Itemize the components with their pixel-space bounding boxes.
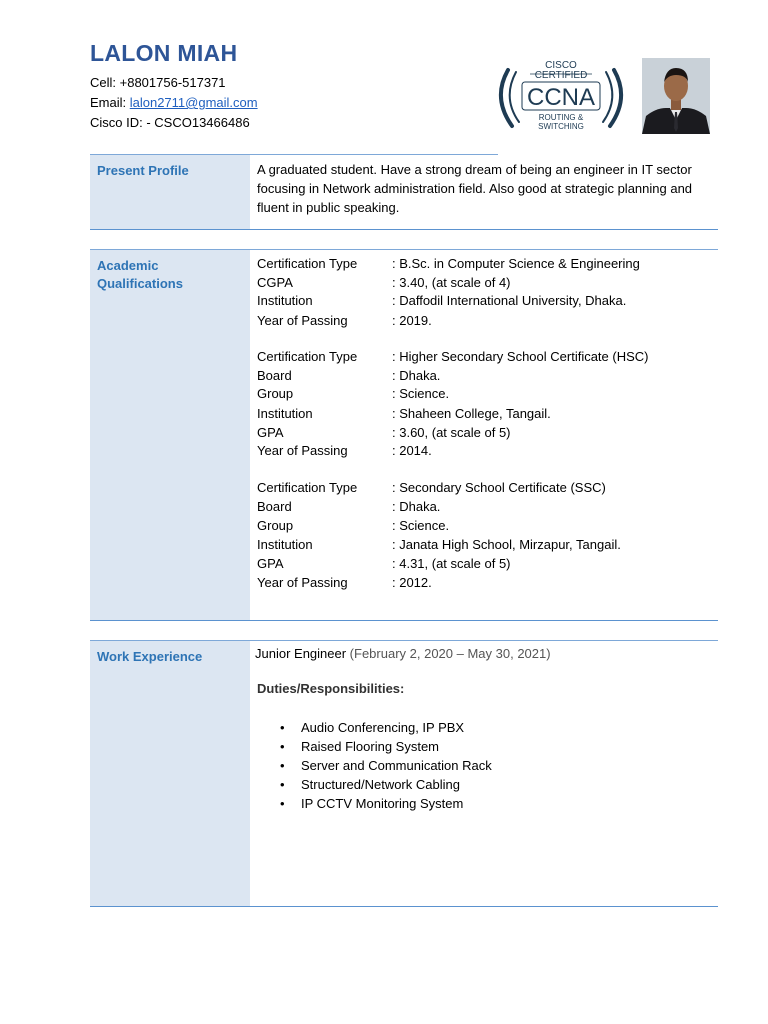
academic-row-label: Institution: [257, 537, 313, 552]
academic-row-value: : Science.: [392, 518, 450, 533]
academic-row-label: Institution: [257, 293, 313, 308]
academic-row-label: CGPA: [257, 275, 293, 290]
academic-row-value: : Higher Secondary School Certificate (HSC): [392, 349, 649, 364]
academic-row-value: : 3.60, (at scale of 5): [392, 425, 511, 440]
academic-row-value: : Dhaka.: [392, 368, 441, 383]
section-top-rule: [90, 640, 718, 641]
section-bottom-rule: [90, 229, 718, 230]
academic-row-label: Board: [257, 499, 292, 514]
academic-row-label: Year of Passing: [257, 575, 348, 590]
section-bottom-rule: [90, 906, 718, 907]
academic-row-label: Certification Type: [257, 349, 358, 364]
academic-row-value: : 4.31, (at scale of 5): [392, 556, 511, 571]
ccna-certification-logo: [494, 56, 628, 138]
job-dates: (February 2, 2020 – May 30, 2021): [349, 646, 551, 661]
academic-section: [90, 249, 718, 621]
academic-row-label: Year of Passing: [257, 443, 348, 458]
academic-row-label: Board: [257, 368, 292, 383]
academic-row-label: GPA: [257, 425, 284, 440]
work-experience-section: [90, 640, 718, 907]
section-top-rule: [90, 249, 718, 250]
academic-row-label: Institution: [257, 406, 313, 421]
present-profile-section: [90, 154, 718, 230]
job-title: Junior Engineer: [255, 646, 350, 661]
academic-row-value: : Shaheen College, Tangail.: [392, 406, 551, 421]
academic-row-value: : 2014.: [392, 443, 432, 458]
academic-title: Academic Qualifications: [97, 258, 183, 291]
academic-row-label: Group: [257, 518, 294, 533]
list-item: • IP CCTV Monitoring System: [280, 794, 492, 813]
section-top-rule: [90, 154, 498, 155]
job-line: [255, 644, 710, 663]
present-profile-title: Present Profile: [97, 163, 189, 178]
section-sidebar: [90, 249, 250, 621]
academic-row-label: Group: [257, 386, 294, 401]
cell-number: Cell: +8801756-517371: [90, 75, 226, 90]
cisco-id: Cisco ID: - CSCO13466486: [90, 115, 250, 130]
list-item: • Structured/Network Cabling: [280, 775, 492, 794]
academic-row-value: : Secondary School Certificate (SSC): [392, 480, 606, 495]
duties-list: [280, 718, 492, 813]
academic-row-value: : B.Sc. in Computer Science & Engineering: [392, 256, 640, 271]
academic-row-value: : Daffodil International University, Dhaka.: [392, 293, 627, 308]
academic-row-label: GPA: [257, 556, 284, 571]
academic-row-label: Year of Passing: [257, 313, 348, 328]
list-item: • Raised Flooring System: [280, 737, 492, 756]
academic-row-label: Certification Type: [257, 480, 358, 495]
email-label: Email:: [90, 95, 130, 110]
candidate-name: LALON MIAH: [90, 40, 238, 66]
work-experience-title: Work Experience: [97, 649, 203, 664]
duties-label: Duties/Responsibilities:: [257, 681, 405, 696]
academic-row-value: : 2019.: [392, 313, 432, 328]
academic-row-value: : Science.: [392, 386, 450, 401]
academic-row-value: : 2012.: [392, 575, 432, 590]
list-item: • Audio Conferencing, IP PBX: [280, 718, 492, 737]
academic-row-label: Certification Type: [257, 256, 358, 271]
ccna-logo-line3: CCNA: [526, 84, 596, 111]
email-link[interactable]: lalon2711@gmail.com: [129, 95, 258, 110]
list-item: • Server and Communication Rack: [280, 756, 492, 775]
ccna-logo-line2: CERTIFIED: [534, 70, 588, 81]
ccna-logo-line4: ROUTING &: [538, 113, 584, 122]
academic-row-value: : 3.40, (at scale of 4): [392, 275, 511, 290]
present-profile-text: A graduated student. Have a strong dream of being an engineer in IT sector focusing in Network administration field. Also good at strategic planning and fluent in public speaking.: [257, 162, 693, 215]
section-bottom-rule: [90, 620, 718, 621]
section-sidebar: [90, 640, 250, 907]
ccna-logo-line1: CISCO: [545, 60, 577, 71]
academic-row-value: : Janata High School, Mirzapur, Tangail.: [392, 537, 621, 552]
email-line: [90, 95, 258, 110]
academic-row-value: : Dhaka.: [392, 499, 441, 514]
ccna-logo-line5: SWITCHING: [538, 122, 584, 131]
profile-photo: [642, 58, 710, 134]
